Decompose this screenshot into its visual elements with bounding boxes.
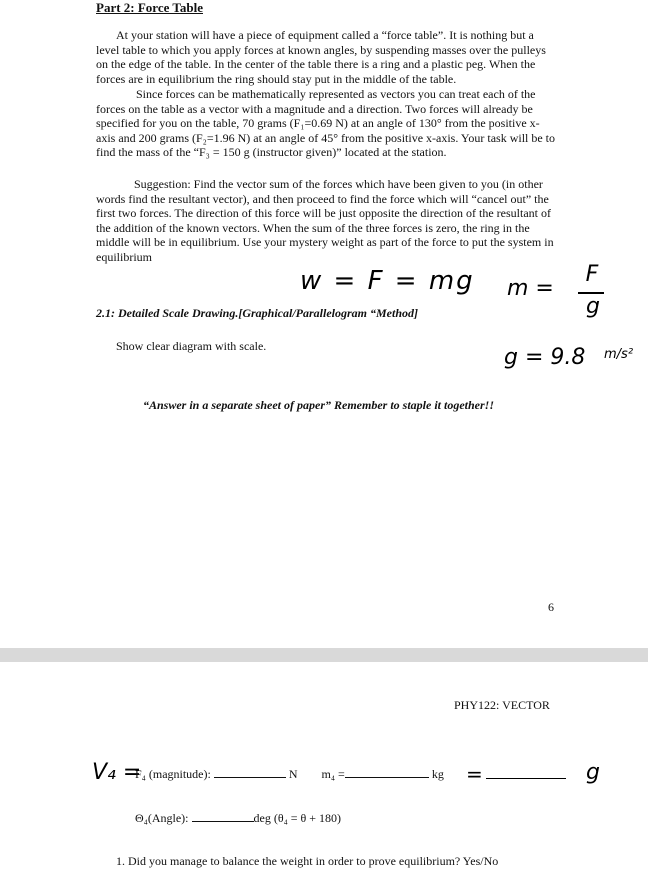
course-header: PHY122: VECTOR [454, 698, 550, 712]
paragraph-intro: At your station will have a piece of equipment called a “force table”. It is nothing but a level table to which you apply forces at known angles, by suspending masses over the pulleys on the edge of the table. In the center of the table there is a ring and a plastic peg. When the forces are in equilibrium the ring should stay put in the middle of the table. [96, 28, 546, 86]
question-1: 1. Did you manage to balance the weight in order to prove equilibrium? Yes/No [116, 854, 499, 868]
handwritten-v4-label: V₄ = [92, 760, 142, 785]
f4-label: F₄ (magnitude): [135, 767, 211, 781]
handwritten-equals: = [466, 762, 483, 786]
theta4-blank[interactable] [192, 810, 254, 822]
handwritten-gravity: g = 9.8 [504, 345, 586, 370]
f4-magnitude-row [135, 766, 444, 782]
paragraph-suggestion: Suggestion: Find the vector sum of the forces which have been given to you (in other words find the resultant vector), and then proceed to find the force which will “cancel out” the first two forces. The direction of this force will be just opposite the direction of the resultant of the addition of the known vectors. When the sum of the three forces is zero, the ring in the middle will be in equilibrium. Use your mystery weight as part of the force to put the system in equilibrium [96, 177, 554, 264]
handwritten-gravity-unit: m/s² [604, 347, 634, 362]
handwritten-answer-line [486, 778, 566, 779]
m4-blank[interactable] [345, 766, 429, 778]
theta4-angle-row [135, 810, 341, 826]
document-page-2 [0, 662, 648, 886]
handwritten-mass-numerator: F [585, 262, 599, 287]
part-heading: Part 2: Force Table [96, 0, 203, 15]
kg-unit: kg [431, 767, 444, 781]
theta4-label: Θ₄(Angle): [135, 811, 189, 825]
handwritten-mass-lhs: m = [507, 276, 554, 301]
newton-unit: N [288, 767, 298, 781]
m4-label: m₄ = [321, 767, 345, 781]
section-title: 2.1: Detailed Scale Drawing.[Graphical/Parallelogram “Method] [96, 306, 418, 320]
degree-formula: deg (θ₄ = θ + 180) [253, 811, 342, 825]
page-number: 6 [548, 600, 554, 614]
answer-note: “Answer in a separate sheet of paper” Remember to staple it together!! [143, 398, 494, 412]
handwritten-gram-unit: g [586, 760, 600, 785]
instruction-text: Show clear diagram with scale. [116, 339, 267, 353]
paragraph-vectors: Since forces can be mathematically represented as vectors you can treat each of the forces on the table as a vector with a magnitude and a direction. Two forces will already be specified for you on the table, 70 grams (F₁=0.69 N) at an angle of 130° from the positive x-axis and 200 grams (F₂=1.96 N) at an angle of 45° from the positive x-axis. Your task will be to find the mass of the “F₃ = 150 g (instructor given)” located at the station. [96, 87, 556, 160]
handwritten-mass-denominator: g [586, 294, 600, 319]
page-separator [0, 648, 648, 662]
f4-blank[interactable] [214, 766, 286, 778]
handwritten-weight-equation: w = F = mg [300, 266, 475, 296]
